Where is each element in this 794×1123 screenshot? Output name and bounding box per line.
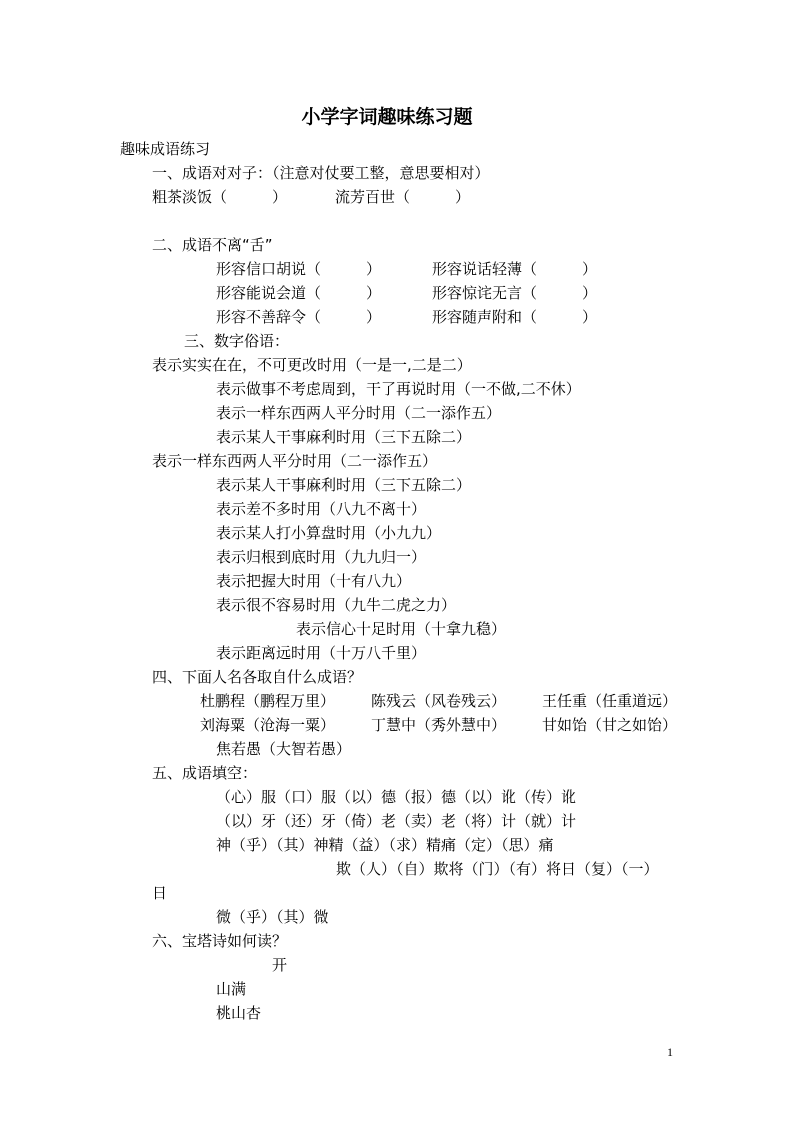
- fill-line: 日: [152, 884, 168, 902]
- pagoda-line: 桃山杏: [216, 1004, 262, 1022]
- proverb-line: 表示某人干事麻利时用（三下五除二）: [216, 428, 472, 446]
- fill-line: 神（乎）（其）神精（益）（求）精痛（定）（思）痛: [216, 836, 554, 854]
- proverb-line: 表示实实在在，不可更改时用（一是一,二是二）: [152, 356, 472, 374]
- name-idiom: 丁慧中（秀外慧中）: [371, 716, 507, 734]
- proverb-line: 表示差不多时用（八九不离十）: [216, 500, 427, 518]
- antonym-item-left: 粗茶淡饭（ ）: [152, 188, 288, 206]
- proverb-line: 表示归根到底时用（九九归一）: [216, 548, 427, 566]
- name-idiom: 杜鹏程（鹏程万里）: [200, 692, 336, 710]
- proverb-line: 表示信心十足时用（十拿九稳）: [296, 620, 507, 638]
- proverb-line: 表示很不容易时用（九牛二虎之力）: [216, 596, 457, 614]
- tongue-item: 形容惊诧无言（ ）: [432, 284, 598, 302]
- proverb-line: 表示一样东西两人平分时用（二一添作五）: [152, 452, 438, 470]
- page-title: 小学字词趣味练习题: [301, 106, 473, 128]
- name-idiom: 刘海粟（沧海一粟）: [200, 716, 336, 734]
- fill-line: （以）牙（还）牙（倚）老（卖）老（将）计（就）计: [216, 812, 577, 830]
- pagoda-line: 山满: [216, 980, 247, 998]
- proverb-line: 表示把握大时用（十有八九）: [216, 572, 412, 590]
- tongue-item: 形容随声附和（ ）: [432, 308, 598, 326]
- tongue-item: 形容信口胡说（ ）: [216, 260, 382, 278]
- proverb-line: 表示某人干事麻利时用（三下五除二）: [216, 476, 472, 494]
- fill-line: （心）服（口）服（以）德（报）德（以）讹（传）讹: [216, 788, 577, 806]
- section-6-title: 六、宝塔诗如何读？: [152, 932, 288, 950]
- section-4-title: 四、下面人名各取自什么成语？: [152, 668, 363, 686]
- antonym-item-right: 流芳百世（ ）: [335, 188, 471, 206]
- section-5-title: 五、成语填空：: [152, 764, 258, 782]
- page-number: 1: [667, 1045, 673, 1059]
- name-idiom: 王任重（任重道远）: [542, 692, 678, 710]
- proverb-line: 表示做事不考虑周到，干了再说时用（一不做,二不休）: [216, 380, 581, 398]
- fill-line: 微（乎）（其）微: [216, 908, 329, 926]
- name-idiom: 焦若愚（大智若愚）: [216, 740, 352, 758]
- section-1-title: 一、成语对对子：（注意对仗要工整，意思要相对）: [152, 164, 490, 182]
- section-3-title: 三、数字俗语：: [184, 332, 290, 350]
- name-idiom: 甘如饴（甘之如饴）: [542, 716, 678, 734]
- tongue-item: 形容不善辞令（ ）: [216, 308, 382, 326]
- section-heading: 趣味成语练习: [120, 140, 211, 158]
- proverb-line: 表示距离远时用（十万八千里）: [216, 644, 427, 662]
- tongue-item: 形容说话轻薄（ ）: [432, 260, 598, 278]
- tongue-item: 形容能说会道（ ）: [216, 284, 382, 302]
- section-2-title: 二、成语不离“舌”: [152, 236, 273, 254]
- proverb-line: 表示一样东西两人平分时用（二一添作五）: [216, 404, 502, 422]
- fill-line: 欺（人）（自）欺将（门）（有）将日（复）（一）: [336, 860, 659, 878]
- name-idiom: 陈残云（风卷残云）: [371, 692, 507, 710]
- pagoda-line: 开: [272, 956, 288, 974]
- proverb-line: 表示某人打小算盘时用（小九九）: [216, 524, 442, 542]
